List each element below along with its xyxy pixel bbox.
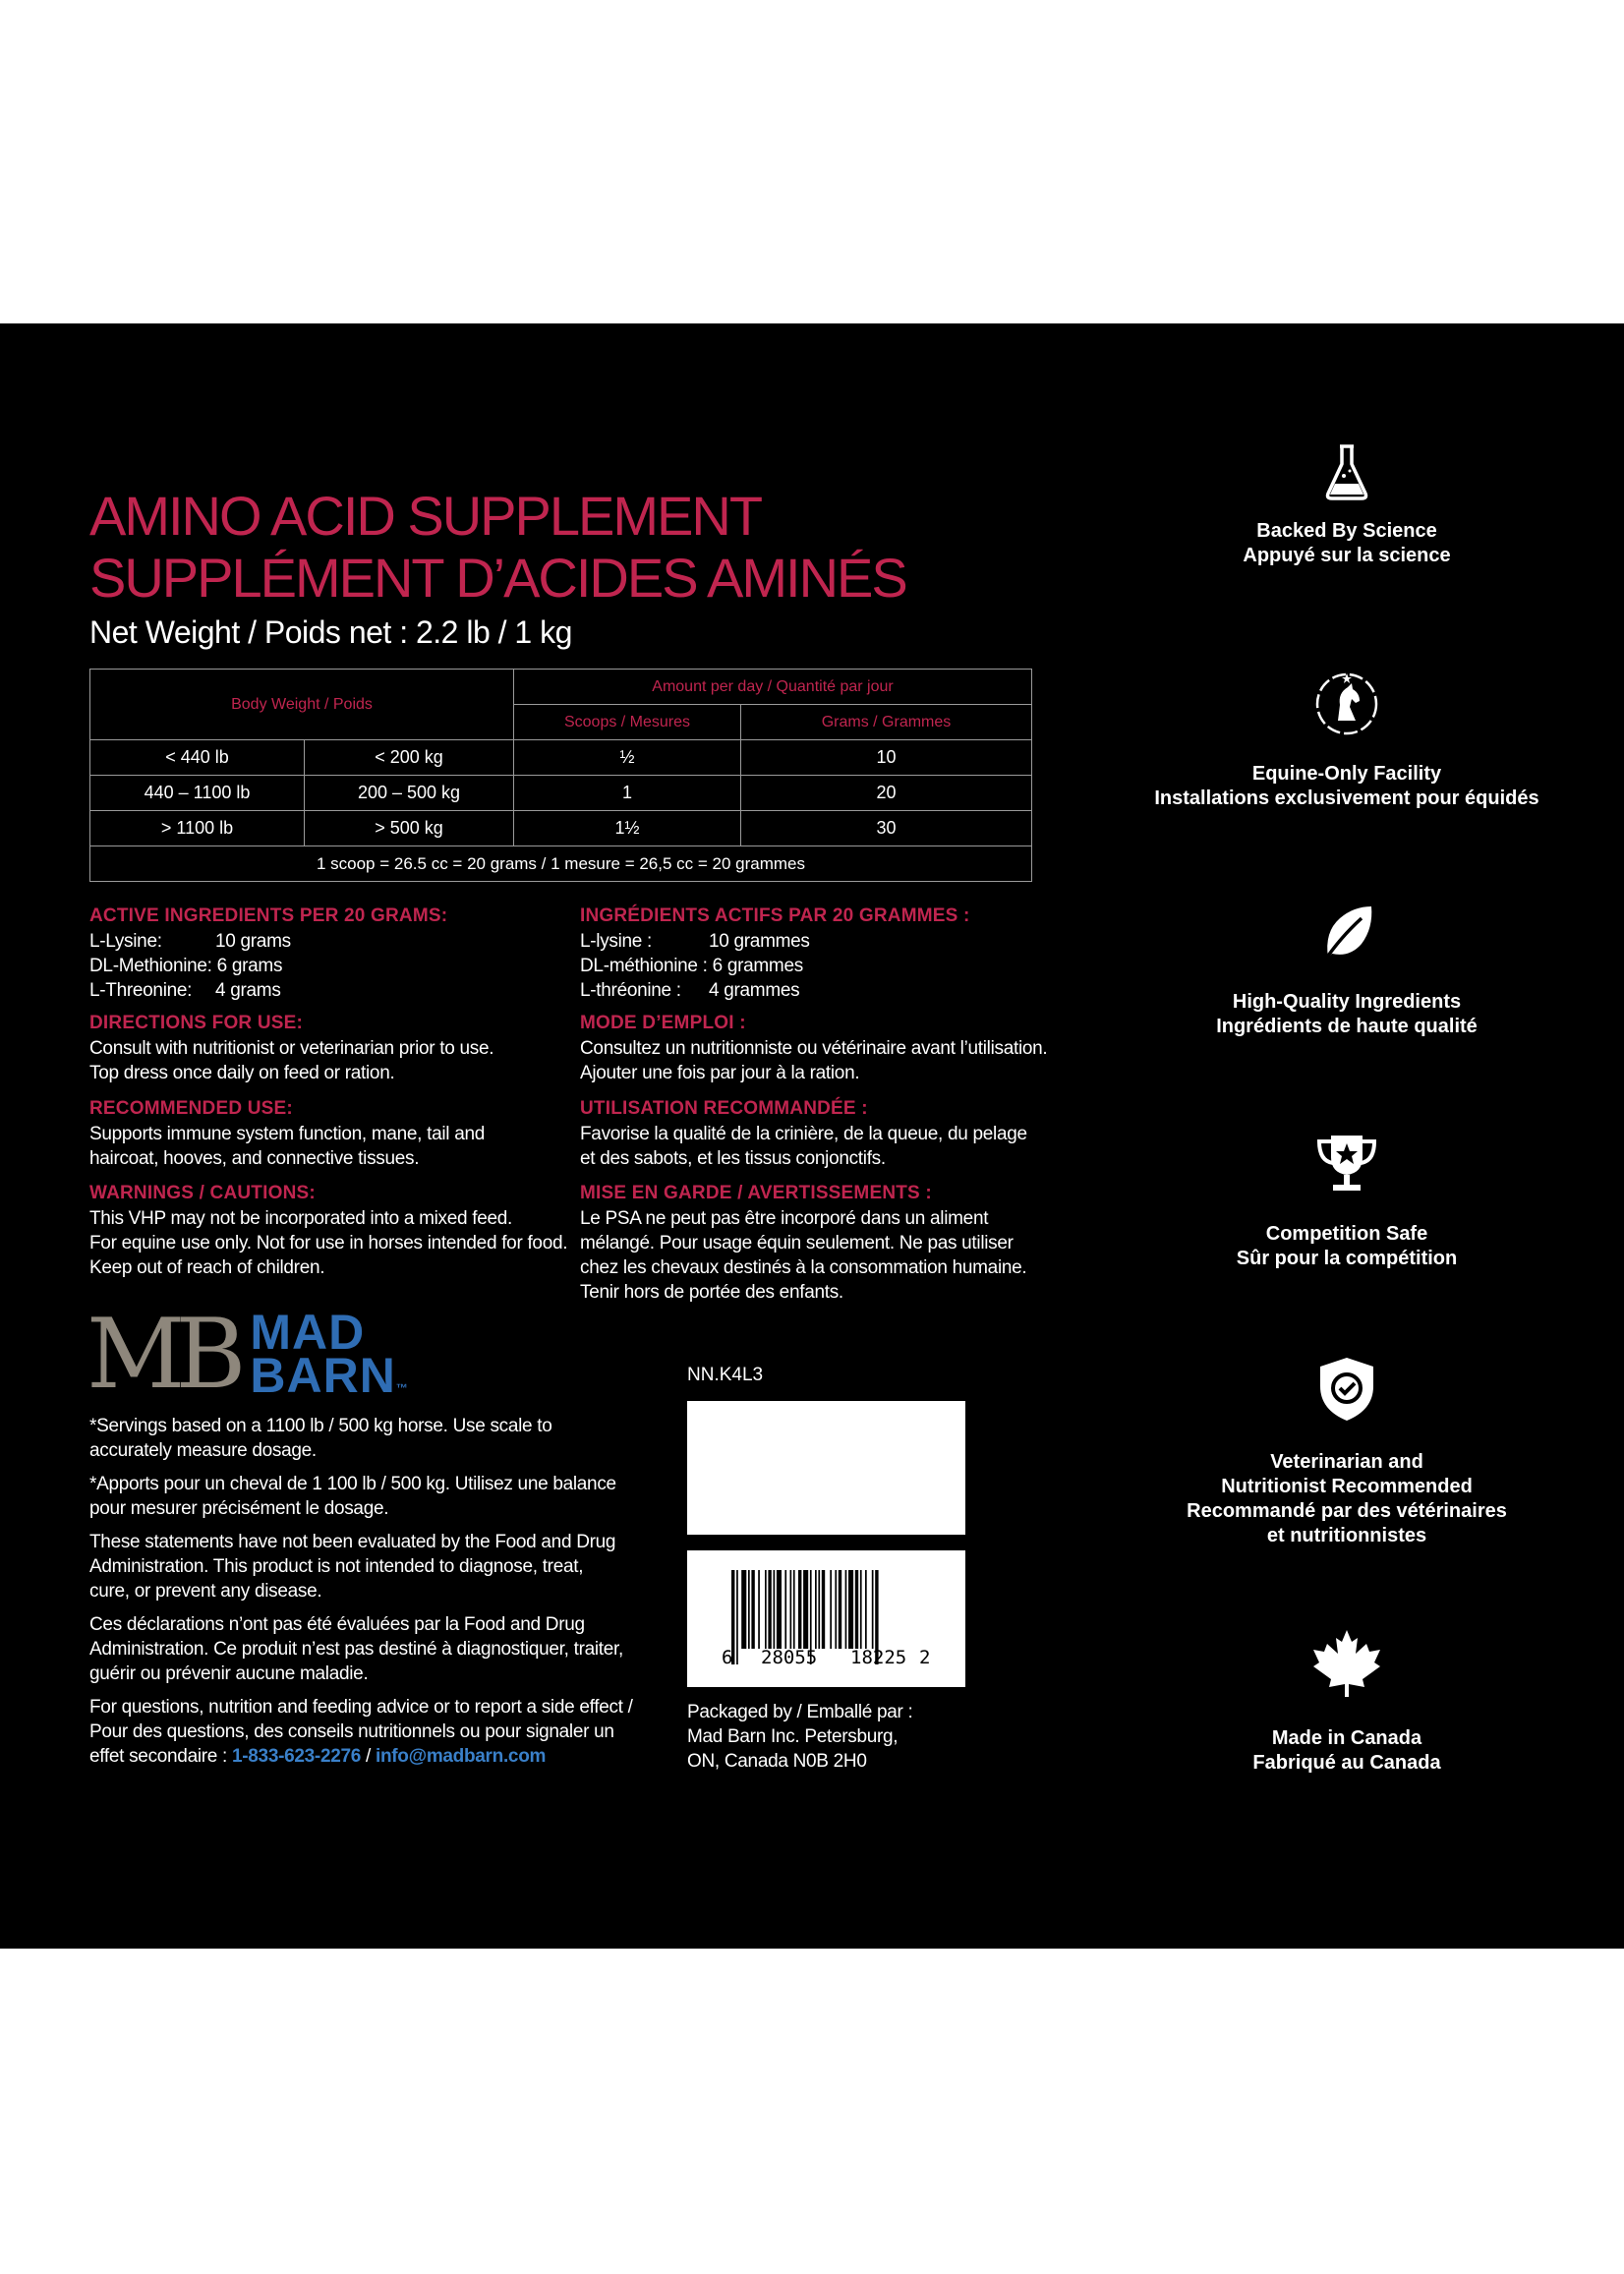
cell-grams: 10 [741,740,1032,776]
text-line: mélangé. Pour usage équin seulement. Ne pas utiliser [580,1233,1014,1254]
text-line: Consultez un nutritionniste ou vétérinaire avant l’utilisation. [580,1038,1048,1059]
text-line: Administration. This product is not intended to diagnose, treat, [89,1556,584,1577]
ingredient-amount: 10 grams [215,931,291,952]
barcode-digits-right: 18225 [850,1647,907,1668]
contact-line [89,1744,660,1769]
product-code: NN.K4L3 [687,1365,764,1385]
cell-grams: 30 [741,811,1032,846]
barcode-bar [830,1570,832,1649]
dosage-table [89,669,1032,882]
french-column [580,905,1047,1305]
directions-heading-fr: MODE D’EMPLOI : [580,1013,746,1033]
barcode-bar [784,1570,786,1649]
logo-wordmark [250,1305,409,1410]
active-ingredients-heading: ACTIVE INGREDIENTS PER 20 GRAMS: [89,905,448,926]
recommended-text [89,1122,567,1171]
active-ingredients-heading-fr: INGRÉDIENTS ACTIFS PAR 20 GRAMMES : [580,905,970,926]
table-row [90,776,1032,811]
scoop-footnote: 1 scoop = 26.5 cc = 20 grams / 1 mesure = 26,5 cc = 20 grammes [90,846,1032,882]
badge-label: Recommandé par des vétérinaires [1187,1500,1507,1522]
ingredient-name: DL-Methionine: 6 grams [89,956,283,976]
text-line: Top dress once daily on feed or ration. [89,1063,395,1083]
barcode-bar [872,1570,874,1649]
ingredient-amount: 4 grammes [709,980,800,1001]
barcode-bar [798,1570,801,1649]
list-item [89,929,567,954]
barcode-bar [774,1570,776,1649]
text-line: ON, Canada N0B 2H0 [687,1751,867,1772]
cell-scoops: 1 [514,776,741,811]
title-english: AMINO ACID SUPPLEMENT [89,485,762,547]
barcode-bar [751,1570,754,1649]
text-line: For questions, nutrition and feeding advice or to report a side effect / [89,1697,633,1718]
cell-kg: > 500 kg [305,811,514,846]
ingredient-name: L-lysine : [580,931,653,952]
logo-mad: MAD [250,1305,366,1360]
lot-code-box [687,1401,965,1535]
cell-lb: 440 – 1100 lb [90,776,305,811]
text-line: These statements have not been evaluated by the Food and Drug [89,1532,616,1552]
cell-kg: < 200 kg [305,740,514,776]
warnings-text-fr [580,1206,1047,1305]
shield-check-icon [1316,1355,1377,1424]
text-line: Tenir hors de portée des enfants. [580,1282,843,1303]
text-line: Packaged by / Emballé par : [687,1702,913,1722]
text-line: et des sabots, et les tissus conjonctifs. [580,1148,886,1169]
list-item [580,978,1047,1003]
text-line: Favorise la qualité de la crinière, de la queue, du pelage [580,1124,1027,1144]
directions-heading: DIRECTIONS FOR USE: [89,1013,304,1033]
badge-label: Fabriqué au Canada [1252,1752,1441,1774]
text-line: *Servings based on a 1100 lb / 500 kg horse. Use scale to [89,1416,552,1436]
ingredient-amount: 4 grams [215,980,281,1001]
text-line: This VHP may not be incorporated into a mixed feed. [89,1208,513,1229]
barcode-bar [818,1570,820,1649]
body-weight-header: Body Weight / Poids [90,670,514,740]
trophy-icon [1311,1128,1382,1198]
barcode-bar [860,1570,862,1649]
badge-label: Veterinarian and [1270,1451,1423,1473]
barcode-bar [758,1570,760,1649]
table-row [90,811,1032,846]
footer-notes [89,1414,660,1769]
text-line: cure, or prevent any disease. [89,1581,322,1602]
logo-barn-text: BARN [250,1348,396,1403]
text-line: *Apports pour un cheval de 1 100 lb / 500 kg. Utilisez une balance [89,1474,616,1494]
logo-monogram: MB [87,1299,237,1411]
net-weight: Net Weight / Poids net : 2.2 lb / 1 kg [89,614,572,650]
barcode-bar [790,1570,792,1649]
directions-text-fr [580,1036,1047,1085]
list-item [580,954,1047,978]
badge-competition-safe [1111,1128,1583,1271]
servings-en [89,1414,660,1463]
badge-label: Installations exclusivement pour équidés [1154,787,1539,809]
barcode-bar [768,1570,771,1649]
ingredient-name: L-thréonine : [580,980,681,1001]
english-column [89,905,567,1280]
badge-label: Appuyé sur la science [1243,545,1451,566]
contact-prefix: effet secondaire : [89,1746,232,1767]
list-item [89,978,567,1003]
badge-label: High-Quality Ingredients [1232,991,1462,1013]
barcode-box [687,1550,965,1687]
badge-equine-only [1111,670,1583,811]
fda-statement-fr [89,1612,660,1686]
barcode-bar [865,1570,867,1649]
text-line: Ces déclarations n’ont pas été évaluées par la Food and Drug [89,1614,585,1635]
barcode-bar [777,1570,782,1649]
barcode-bar [793,1570,795,1649]
barcode-digit-check: 2 [919,1647,931,1668]
barcode-digits-left: 28055 [761,1647,818,1668]
packaged-by [687,1700,913,1774]
recommended-heading: RECOMMENDED USE: [89,1098,293,1119]
text-line: Administration. Ce produit n’est pas destiné à diagnostiquer, traiter, [89,1639,623,1660]
barcode-bar [835,1570,837,1649]
badge-label: Ingrédients de haute qualité [1216,1016,1478,1037]
barcode-digit-lead: 6 [722,1647,733,1668]
warnings-text [89,1206,567,1280]
badge-made-in-canada [1111,1628,1583,1776]
list-item [580,929,1047,954]
barcode-bar [741,1570,746,1649]
text-line: For equine use only. Not for use in horses intended for food. [89,1233,568,1254]
text-line: Mad Barn Inc. Petersburg, [687,1726,899,1747]
separator: / [361,1746,376,1767]
badge-label: Backed By Science [1256,520,1437,542]
text-line: Supports immune system function, mane, tail and [89,1124,485,1144]
badge-label: Made in Canada [1271,1727,1422,1749]
barcode-bar [765,1570,767,1649]
cell-lb: < 440 lb [90,740,305,776]
ingredient-name: L-Lysine: [89,931,162,952]
cell-kg: 200 – 500 kg [305,776,514,811]
ingredient-amount: 10 grammes [709,931,810,952]
text-line: Consult with nutritionist or veterinarian prior to use. [89,1038,494,1059]
title-french: SUPPLÉMENT D’ACIDES AMINÉS [89,547,906,609]
text-line: haircoat, hooves, and connective tissues. [89,1148,420,1169]
ingredients-list-fr [580,929,1047,1003]
recommended-heading-fr: UTILISATION RECOMMANDÉE : [580,1098,868,1119]
badge-science [1111,442,1583,568]
grams-header: Grams / Grammes [741,705,1032,740]
text-line: Le PSA ne peut pas être incorporé dans un aliment [580,1208,989,1229]
horse-emblem-icon [1312,670,1381,738]
barcode-bar [839,1570,841,1649]
barcode-bar [822,1570,825,1649]
text-line: pour mesurer précisément le dosage. [89,1498,389,1519]
scoops-header: Scoops / Mesures [514,705,741,740]
leaf-icon [1318,903,1375,963]
maple-leaf-icon [1311,1628,1382,1699]
contact-info [89,1695,660,1769]
text-line: Pour des questions, des conseils nutritionnels ou pour signaler un [89,1721,614,1742]
badge-quality-ingredients [1111,903,1583,1039]
ingredients-list [89,929,567,1003]
directions-text [89,1036,567,1085]
barcode-bar [815,1570,817,1649]
barcode-bar [845,1570,847,1649]
fda-statement-en [89,1530,660,1603]
cell-scoops: 1½ [514,811,741,846]
barcode-bar [803,1570,808,1649]
text-line: chez les chevaux destinés à la consommation humaine. [580,1257,1027,1278]
text-line: Keep out of reach of children. [89,1257,325,1278]
flask-icon [1322,442,1371,501]
servings-fr [89,1472,660,1521]
badge-label: et nutritionnistes [1266,1525,1427,1546]
label-panel [0,323,1624,1949]
barcode-bar [848,1570,853,1649]
ingredient-name: L-Threonine: [89,980,193,1001]
amount-header: Amount per day / Quantité par jour [514,670,1032,705]
recommended-text-fr [580,1122,1047,1171]
logo-barn [250,1348,409,1410]
badge-vet-recommended [1111,1355,1583,1548]
text-line: guérir ou prévenir aucune maladie. [89,1663,369,1684]
cell-lb: > 1100 lb [90,811,305,846]
phone-link[interactable]: 1-833-623-2276 [232,1746,362,1767]
text-line: Ajouter une fois par jour à la ration. [580,1063,860,1083]
mad-barn-logo [87,1299,409,1411]
warnings-heading: WARNINGS / CAUTIONS: [89,1183,316,1203]
email-link[interactable]: info@madbarn.com [375,1746,547,1767]
warnings-heading-fr: MISE EN GARDE / AVERTISSEMENTS : [580,1183,932,1203]
ingredient-name: DL-méthionine : 6 grammes [580,956,803,976]
list-item [89,954,567,978]
badge-label: Equine-Only Facility [1251,763,1442,785]
table-row [90,740,1032,776]
text-line: accurately measure dosage. [89,1440,317,1461]
badge-label: Competition Safe [1265,1223,1428,1245]
cell-scoops: ½ [514,740,741,776]
barcode-bar [736,1570,738,1664]
barcode-bar [855,1570,858,1649]
badge-label: Nutritionist Recommended [1221,1476,1473,1497]
badge-label: Sûr pour la compétition [1236,1248,1458,1269]
trademark: ™ [395,1381,409,1395]
barcode-bar [748,1570,750,1649]
cell-grams: 20 [741,776,1032,811]
